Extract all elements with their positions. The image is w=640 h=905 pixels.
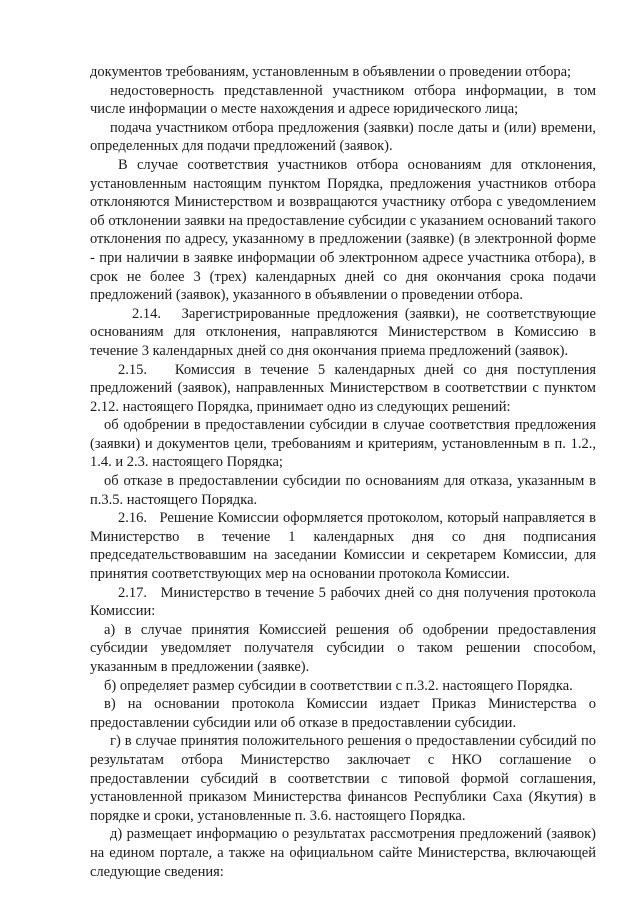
clause-2-15: 2.15. Комиссия в течение 5 календарных дней со дня поступления предложений (заявок), направленных Министерством в соответствии с пунктом 2.12. настоящего Порядка, принимает одно из следующих решений: xyxy=(90,361,596,415)
item-g: г) в случае принятия положительного решения о предоставлении субсидий по результатам отбора Министерство заключает с НКО соглашение о предоставлении субсидий в соответствии с типовой формой соглашения, установленной приказом Министерства финансов Республики Саха (Якутия) в порядке и сроки, установленные п. 3.6. настоящего Порядка. xyxy=(90,733,596,824)
item-a: а) в случае принятия Комиссией решения об одобрении предоставления субсидии уведомляет получателя субсидии о таком решении способом, указанным в предложении (заявке). xyxy=(90,621,596,675)
paragraph-2: недостоверность представленной участником отбора информации, в том числе информации о месте нахождения и адресе юридического лица; xyxy=(90,82,596,118)
paragraph-1: документов требованиям, установленным в объявлении о проведении отбора; xyxy=(90,64,572,80)
clause-2-17: 2.17. Министерство в течение 5 рабочих дней со дня получения протокола Комиссии: xyxy=(90,584,596,620)
decision-approval: об одобрении в предоставлении субсидии в случае соответствия предложения (заявки) и документов цели, требованиям и критериям, установленным в п. 1.2., 1.4. и 2.3. настоящего Порядка; xyxy=(90,417,596,471)
paragraph-3: подача участником отбора предложения (заявки) после даты и (или) времени, определенных для подачи предложений (заявок). xyxy=(90,119,596,155)
item-v: в) на основании протокола Комиссии издает Приказ Министерства о предоставлении субсидии или об отказе в предоставлении субсидии. xyxy=(90,696,596,731)
clause-2-16: 2.16. Решение Комиссии оформляется протоколом, который направляется в Министерство в течение 1 календарных дня со дня подписания председательствовавшим на заседании Комиссии и секретарем Комиссии, для принятия соответствующих мер на основании протокола Комиссии. xyxy=(90,510,596,583)
clause-2-14: 2.14. Зарегистрированные предложения (заявки), не соответствующие основаниям для отклонения, направляются Министерством в Комиссию в течение 3 календарных дней со дня окончания приема предложений (заявок). xyxy=(90,305,596,359)
paragraph-4: В случае соответствия участников отбора основаниям для отклонения, установленным настоящим пунктом Порядка, предложения участников отбора отклоняются Министерством и возвращаются участнику отбора с уведомлением об отклонении заявки на предоставление субсидии с указанием оснований такого отклонения по адресу, указанному в предложении (заявке) (в электронной форме - при наличии в заявке информации об электронном адресе участника отбора), в срок не более 3 (трех) календарных дней со дня окончания срока подачи предложений (заявок), указанного в объявлении о проведении отбора. xyxy=(90,156,596,304)
decision-refusal: об отказе в предоставлении субсидии по основаниям для отказа, указанным в п.3.5. настоящего Порядка. xyxy=(90,473,596,508)
document-body xyxy=(90,63,596,881)
item-b: б) определяет размер субсидии в соответствии с п.3.2. настоящего Порядка. xyxy=(104,677,573,694)
item-d: д) размещает информацию о результатах рассмотрения предложений (заявок) на едином портале, а также на официальном сайте Министерства, включающей следующие сведения: xyxy=(90,826,596,880)
